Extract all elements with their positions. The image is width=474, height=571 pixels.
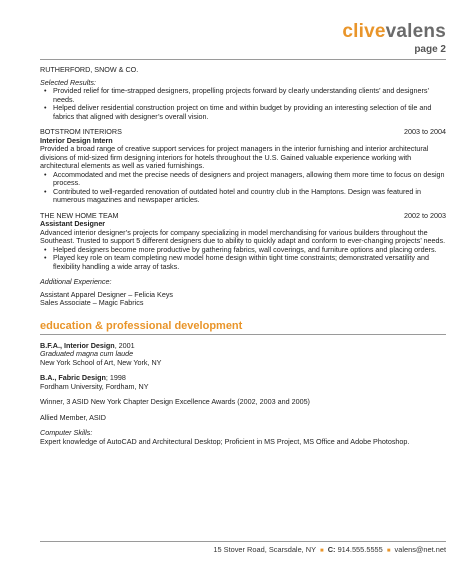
degree-school: Fordham University, Fordham, NY [40, 381, 149, 391]
header-divider [40, 59, 446, 60]
company-name: BOTSTROM INTERIORS [40, 127, 122, 136]
degree-name: B.A., Fabric Design [40, 373, 106, 382]
job-description: Advanced interior designer’s projects for company specializing in model merchandising for various builders throughout the Southeast. Trusted to support 5 different designers due to ability to quickly adapt and conform to ever-changing projects’ needs. [40, 227, 446, 245]
name-first: clive [342, 21, 386, 42]
degree-entry [40, 342, 446, 368]
candidate-name [342, 22, 446, 41]
company-name: RUTHERFORD, SNOW & CO. [40, 65, 139, 74]
footer-address: 15 Stover Road, Scarsdale, NY [213, 545, 316, 554]
separator-icon: ■ [320, 548, 324, 554]
footer-email: valens@net.net [394, 545, 446, 554]
bullet-item: • Provided relief for time-strapped designers, propelling projects forward by clearly understanding clients’ and designers’ needs. [40, 87, 446, 104]
additional-item: Sales Associate – Magic Fabrics [40, 298, 144, 307]
additional-experience [40, 278, 446, 308]
membership-line: Allied Member, ASID [40, 412, 106, 422]
education-heading: education & professional development [40, 319, 243, 332]
degree-year: , 2001 [114, 340, 135, 350]
experience-entry [40, 212, 446, 272]
resume-body [40, 66, 446, 446]
additional-experience-label: Additional Experience: [40, 277, 112, 286]
page-number: page 2 [414, 44, 446, 55]
bullet-list [40, 171, 446, 205]
bullet-list [40, 87, 446, 121]
degree-school: New York School of Art, New York, NY [40, 357, 162, 367]
bullet-item: • Helped deliver residential construction project on time and within budget by providing an interesting selection of tile and fabrics that aligned with designer’s overall vision. [40, 104, 446, 121]
separator-icon: ■ [386, 548, 391, 554]
results-label: Selected Results: [40, 77, 96, 87]
job-description: Provided a broad range of creative support services for project managers in the interior furnishing and interior architectural divisions of mid-sized firm designing interiors for hotels throughout the U.S. Gained valuable experience working with architectural elements as well as varied furnishings. [40, 144, 429, 170]
footer-divider [40, 541, 446, 542]
job-title: Assistant Designer [40, 219, 106, 228]
bullet-item: • Played key role on team completing new model home design within tight time constraints; demonstrated versatility and flexibility handling a wide array of tasks. [40, 254, 446, 271]
phone-label: C: [327, 545, 336, 554]
experience-entry [40, 128, 446, 205]
degree-name: B.F.A., Interior Design [40, 340, 115, 350]
degree-honors: Graduated magna cum laude [40, 349, 134, 358]
additional-item: Assistant Apparel Designer – Felicia Keys [40, 289, 174, 299]
footer-phone: 914.555.5555 [337, 545, 383, 554]
contact-footer [213, 545, 446, 554]
company-name: THE NEW HOME TEAM [40, 210, 119, 220]
bullet-list [40, 246, 446, 272]
employment-dates: 2003 to 2004 [404, 127, 446, 136]
name-last: valens [385, 21, 446, 42]
experience-entry [40, 66, 446, 121]
bullet-item: • Helped designers become more productive by gathering fabrics, wall coverings, and furniture options and placing orders. [40, 246, 446, 255]
computer-skills-label: Computer Skills: [40, 428, 93, 437]
bullet-item: • Contributed to well-regarded renovation of outdated hotel and country club in the Hamptons. Design was featured in numerous magazines and newspaper articles. [40, 188, 446, 205]
award-line: Winner, 3 ASID New York Chapter Design Excellence Awards (2002, 2003 and 2005) [40, 397, 310, 406]
degree-entry [40, 374, 446, 391]
employment-dates: 2002 to 2003 [404, 210, 446, 220]
bullet-item: • Accommodated and met the precise needs of designers and project managers, allowing them more time to focus on design process. [40, 171, 446, 188]
job-title: Interior Design Intern [40, 135, 113, 145]
degree-year: ; 1998 [105, 373, 126, 382]
computer-skills-text: Expert knowledge of AutoCAD and Architectural Desktop; Proficient in MS Project, MS Office and Adobe Photoshop. [40, 436, 410, 446]
